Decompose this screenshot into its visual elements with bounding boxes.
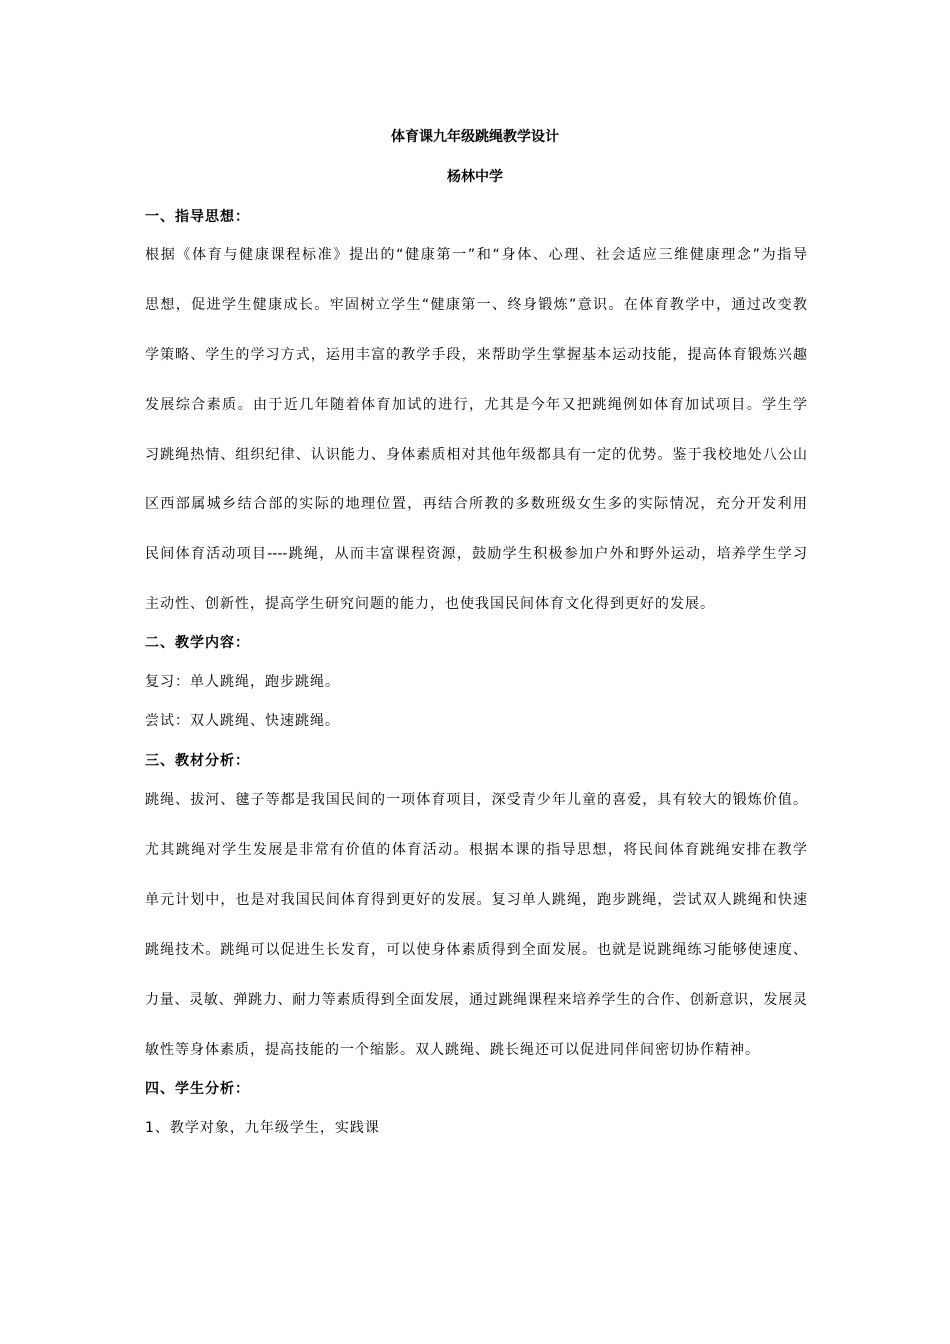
review-item: 复习：单人跳绳，跑步跳绳。: [145, 674, 340, 690]
section-heading-material-analysis: 三、教材分析：: [145, 753, 250, 769]
paragraph-line: 思想，促进学生健康成长。牢固树立学生“健康第一、终身锻炼”意识。在体育教学中，通过改变教: [145, 297, 807, 313]
paragraph-line: 发展综合素质。由于近几年随着体育加试的进行，尤其是今年又把跳绳例如体育加试项目。学生学: [145, 397, 807, 413]
attempt-item: 尝试：双人跳绳、快速跳绳。: [145, 713, 340, 729]
paragraph-line: 力量、灵敏、弹跳力、耐力等素质得到全面发展，通过跳绳课程来培养学生的合作、创新意识，发展灵: [145, 992, 807, 1008]
paragraph-line: 根据《体育与健康课程标准》提出的“健康第一”和“身体、心理、社会适应三维健康理念”为指导: [145, 247, 807, 263]
paragraph-line: 单元计划中，也是对我国民间体育得到更好的发展。复习单人跳绳，跑步跳绳，尝试双人跳绳和快速: [145, 892, 807, 908]
section-heading-teaching-content: 二、教学内容：: [145, 635, 250, 651]
paragraph-line: 跳绳、拔河、毽子等都是我国民间的一项体育项目，深受青少年儿童的喜爱，具有较大的锻炼价值。: [145, 792, 807, 808]
paragraph-line: 民间体育活动项目----跳绳，从而丰富课程资源，鼓励学生积极参加户外和野外运动，培养学生学习: [145, 546, 807, 562]
paragraph-line: 主动性、创新性，提高学生研究问题的能力，也使我国民间体育文化得到更好的发展。: [145, 596, 715, 612]
document-title: 体育课九年级跳绳教学设计: [391, 129, 559, 145]
list-item: 1、教学对象，九年级学生，实践课: [145, 1120, 380, 1136]
section-heading-guiding-ideology: 一、指导思想：: [145, 209, 250, 225]
paragraph-line: 习跳绳热情、组织纪律、认识能力、身体素质相对其他年级都具有一定的优势。鉴于我校地处八公山: [145, 447, 807, 463]
section-heading-student-analysis: 四、学生分析：: [145, 1081, 250, 1097]
paragraph-line: 跳绳技术。跳绳可以促进生长发育，可以使身体素质得到全面发展。也就是说跳绳练习能够使速度、: [145, 942, 807, 958]
paragraph-line: 区西部属城乡结合部的实际的地理位置，再结合所教的多数班级女生多的实际情况，充分开发利用: [145, 496, 807, 512]
paragraph-line: 学策略、学生的学习方式，运用丰富的教学手段，来帮助学生掌握基本运动技能，提高体育锻炼兴趣: [145, 347, 807, 363]
school-name: 杨林中学: [447, 169, 503, 185]
paragraph-line: 尤其跳绳对学生发展是非常有价值的体育活动。根据本课的指导思想，将民间体育跳绳安排在教学: [145, 842, 807, 858]
paragraph-line: 敏性等身体素质，提高技能的一个缩影。双人跳绳、跳长绳还可以促进同伴间密切协作精神。: [145, 1042, 760, 1058]
